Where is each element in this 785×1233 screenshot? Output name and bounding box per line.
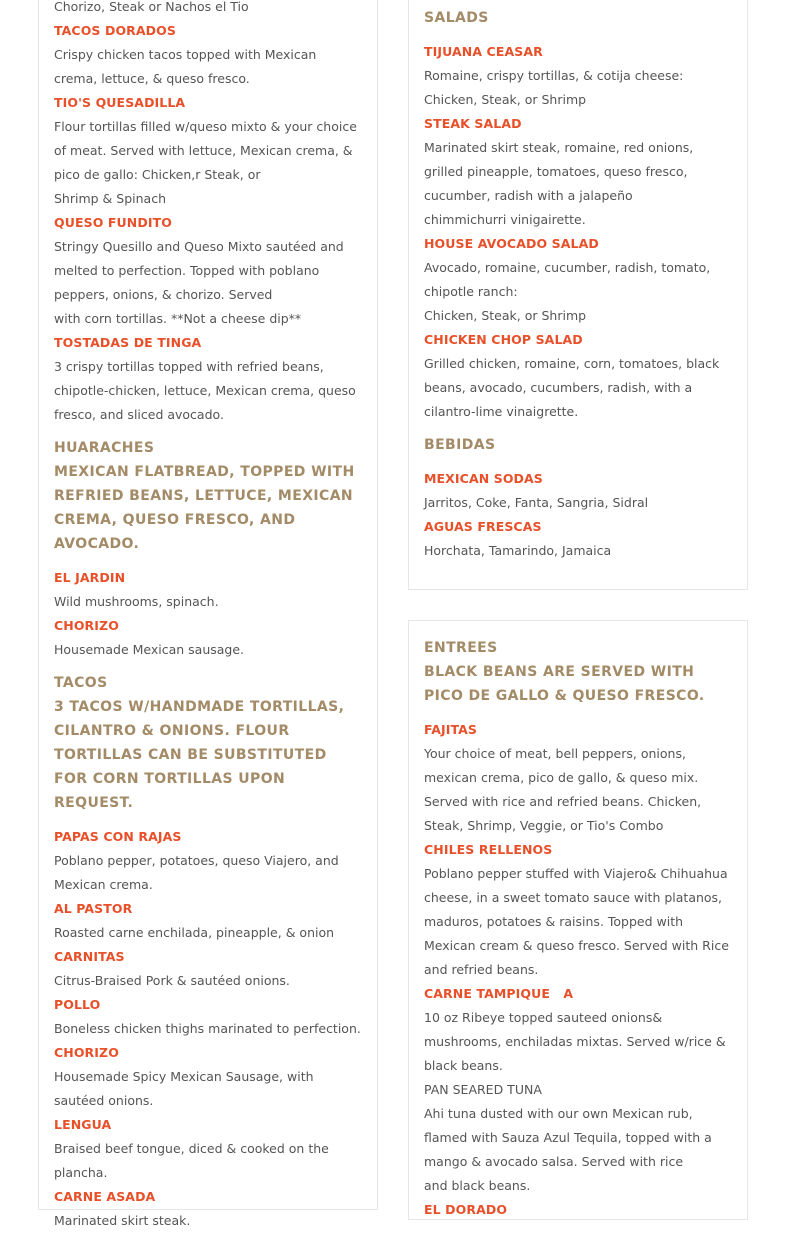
section-title-huaraches: HUARACHES: [54, 440, 155, 456]
item-desc: Poblano pepper stuffed with Viajero& Chihuahua cheese, in a sweet tomato sauce with platanos, maduros, potatoes & raisins. Topped with Mexican cream & queso fresco. Served with Rice and refried beans.: [424, 866, 729, 977]
item-name: PAPAS CON RAJAS: [54, 829, 182, 844]
item-desc: Jarritos, Coke, Fanta, Sangria, Sidral: [424, 495, 649, 510]
item-desc: Horchata, Tamarindo, Jamaica: [424, 543, 612, 558]
section-title-salads: SALADS: [424, 10, 489, 26]
section-title-tacos: TACOS: [54, 675, 108, 691]
item-desc: Flour tortillas filled w/queso mixto & your choice of meat. Served with lettuce, Mexican crema, & pico de gallo: Chicken,r Steak, or: [54, 119, 357, 182]
item-desc: Marinated skirt steak.: [54, 1213, 191, 1228]
menu-column-right-top: [408, 0, 748, 590]
item-name: CARNE TAMPIQUE A: [424, 986, 574, 1001]
section-note: MEXICAN FLATBREAD, TOPPED WITH REFRIED BEANS, LETTUCE, MEXICAN CREMA, QUESO FRESCO, AND AVOCADO.: [54, 464, 355, 552]
section-note: 3 TACOS W/HANDMADE TORTILLAS, CILANTRO & ONIONS. FLOUR TORTILLAS CAN BE SUBSTITUTED FOR CORN TORTILLAS UPON REQUEST.: [54, 699, 345, 811]
item-name: CHORIZO: [54, 1045, 119, 1060]
item-name: CHORIZO: [54, 618, 119, 633]
item-name: CHILES RELLENOS: [424, 842, 553, 857]
menu-column-left: [38, 0, 378, 1228]
item-name: HOUSE AVOCADO SALAD: [424, 236, 599, 251]
item-desc: Braised beef tongue, diced & cooked on the plancha.: [54, 1141, 329, 1180]
item-desc: Housemade Spicy Mexican Sausage, with sautéed onions.: [54, 1069, 314, 1108]
item-desc: 3 crispy tortillas topped with refried beans, chipotle-chicken, lettuce, Mexican crema, queso fresco, and sliced avocado.: [54, 359, 356, 422]
item-name: EL DORADO: [424, 1202, 508, 1217]
item-name: AGUAS FRESCAS: [424, 519, 542, 534]
item-desc: 10 oz Ribeye topped sauteed onions& mushrooms, enchiladas mixtas. Served w/rice & black beans.: [424, 1010, 726, 1073]
item-desc: Shrimp & Spinach: [54, 191, 166, 206]
item-desc: Grilled chicken, romaine, corn, tomatoes, black beans, avocado, cucumbers, radish, with a cilantro-lime vinaigrette.: [424, 356, 720, 419]
item-desc: Stringy Quesillo and Queso Mixto sautéed and melted to perfection. Topped with poblano peppers, onions, & chorizo. Served: [54, 239, 344, 302]
item-name: CHICKEN CHOP SALAD: [424, 332, 583, 347]
item-name: QUESO FUNDITO: [54, 215, 172, 230]
item-name: TIO'S QUESADILLA: [54, 95, 186, 110]
item-desc: Avocado, romaine, cucumber, radish, tomato, chipotle ranch:: [424, 260, 711, 299]
item-desc: Ahi tuna dusted with our own Mexican rub, flamed with Sauza Azul Tequila, topped with a mango & avocado salsa. Served with rice: [424, 1106, 712, 1169]
item-desc: Roasted carne enchilada, pineapple, & onion: [54, 925, 335, 940]
item-name: FAJITAS: [424, 722, 478, 737]
item-desc: Poblano pepper, potatoes, queso Viajero, and Mexican crema.: [54, 853, 339, 892]
item-desc: Marinated skirt steak, romaine, red onions, grilled pineapple, tomatoes, queso fresco, cucumber, radish with a jalapeño: [424, 140, 694, 203]
item-desc: Citrus-Braised Pork & sautéed onions.: [54, 973, 290, 988]
item-name: LENGUA: [54, 1117, 112, 1132]
item-desc: PAN SEARED TUNA: [424, 1082, 542, 1097]
item-desc: Chicken, Steak, or Shrimp: [424, 308, 587, 323]
item-desc: Crispy chicken tacos topped with Mexican crema, lettuce, & queso fresco.: [54, 47, 317, 86]
item-name: TIJUANA CEASAR: [424, 44, 543, 59]
item-name: MEXICAN SODAS: [424, 471, 543, 486]
item-name: CARNE ASADA: [54, 1189, 156, 1204]
item-name: STEAK SALAD: [424, 116, 522, 131]
item-name: TOSTADAS DE TINGA: [54, 335, 202, 350]
item-desc: Housemade Mexican sausage.: [54, 642, 245, 657]
section-title-bebidas: BEBIDAS: [424, 437, 496, 453]
item-desc: Romaine, crispy tortillas, & cotija cheese: Chicken, Steak, or Shrimp: [424, 68, 684, 107]
item-name: CARNITAS: [54, 949, 125, 964]
section-note: BLACK BEANS ARE SERVED WITH PICO DE GALLO & QUESO FRESCO.: [424, 664, 705, 704]
section-title-entrees: ENTREES: [424, 640, 498, 656]
item-desc: Steak, Shrimp, Veggie, or Tio's Combo: [424, 818, 664, 833]
item-desc: with corn tortillas. **Not a cheese dip**: [54, 311, 302, 326]
item-name: EL JARDIN: [54, 570, 126, 585]
cut-off-text: Chorizo, Steak or Nachos el Tio: [54, 0, 249, 14]
item-desc: chimmichurri vinigairette.: [424, 212, 586, 227]
item-name: AL PASTOR: [54, 901, 133, 916]
item-name: POLLO: [54, 997, 101, 1012]
item-desc: Your choice of meat, bell peppers, onions, mexican crema, pico de gallo, & queso mix. Served with rice and refried beans. Chicken,: [424, 746, 702, 809]
menu-column-right-bottom: [408, 620, 748, 1220]
item-desc: and black beans.: [424, 1178, 531, 1193]
item-desc: Boneless chicken thighs marinated to perfection.: [54, 1021, 361, 1036]
item-name: TACOS DORADOS: [54, 23, 176, 38]
item-desc: Wild mushrooms, spinach.: [54, 594, 219, 609]
